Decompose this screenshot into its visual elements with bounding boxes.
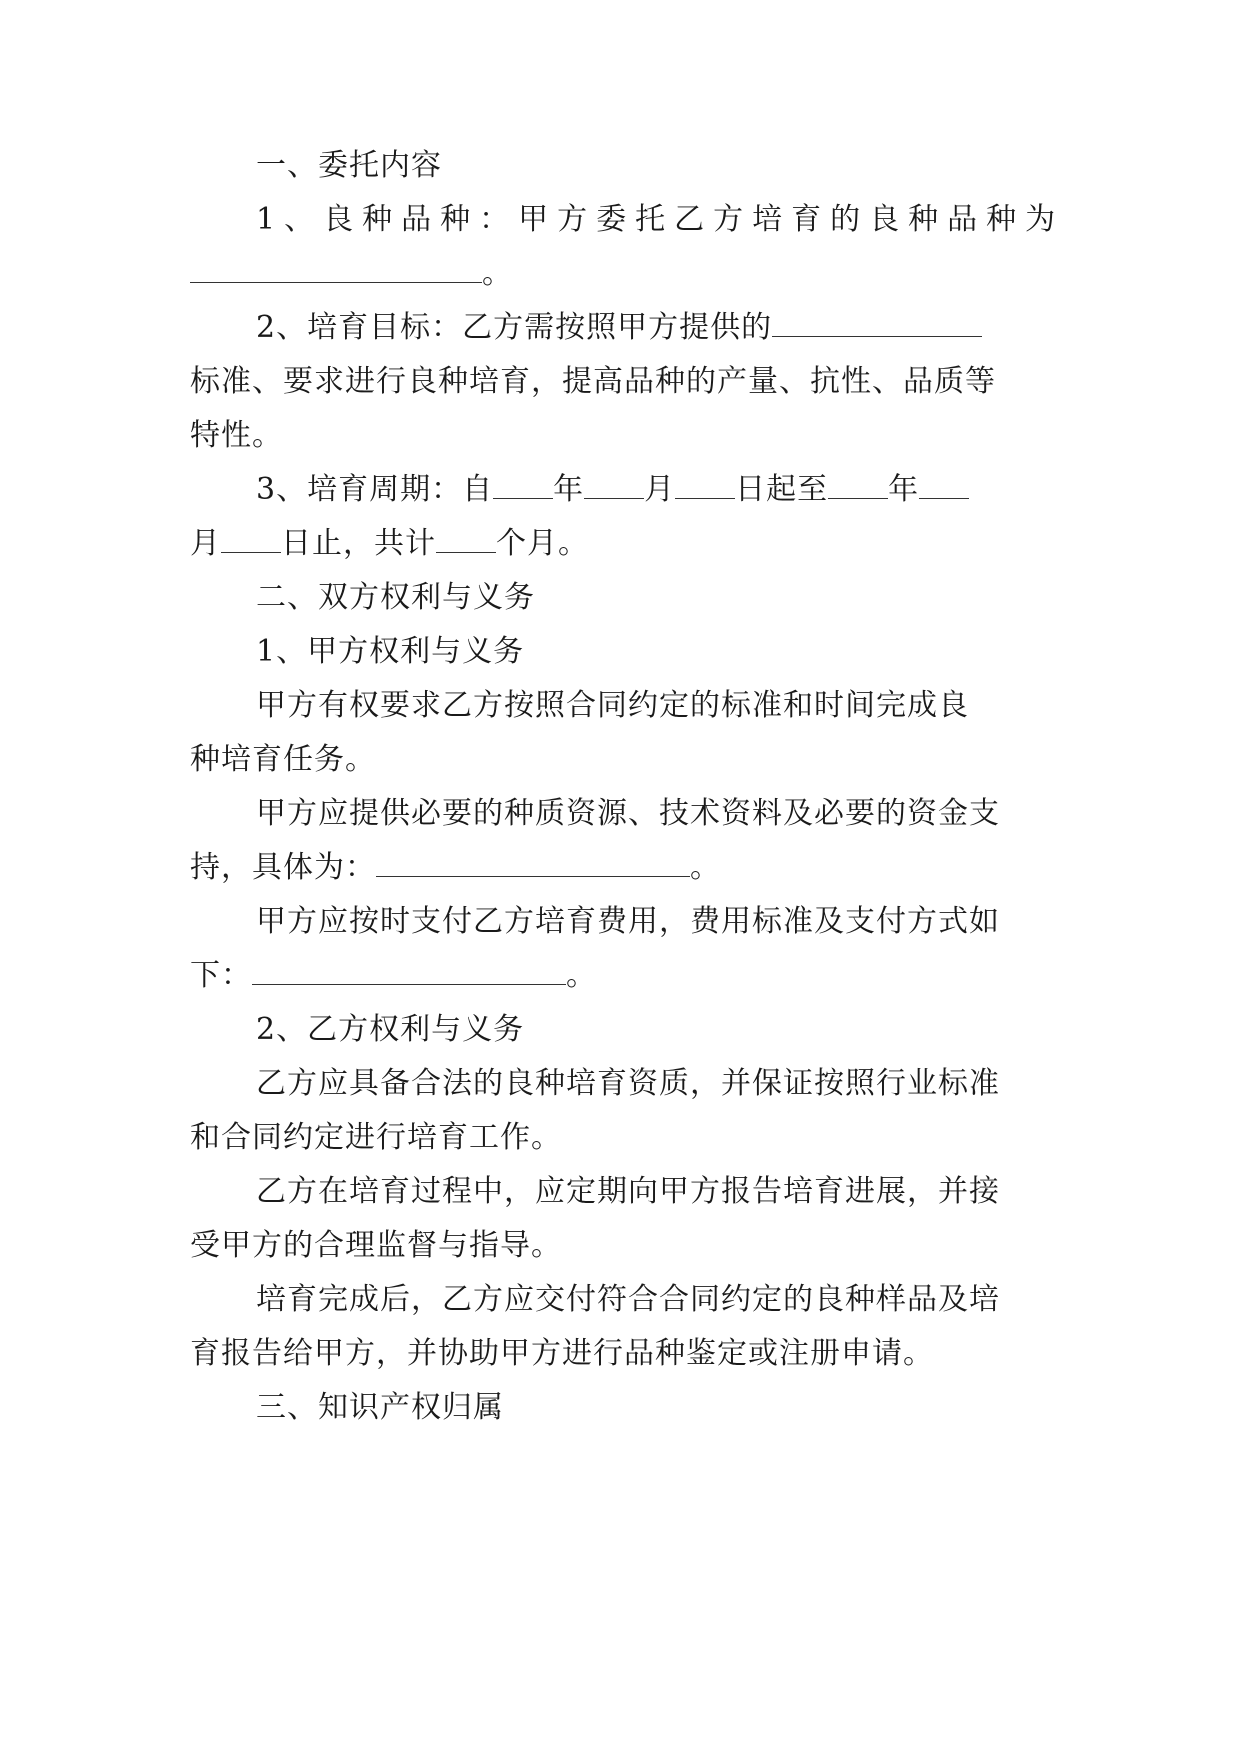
party-b-p1-text-1: 乙方应具备合法的良种培育资质，并保证按照行业标准 (256, 1066, 1000, 1101)
party-b-subheading (256, 1008, 1050, 1052)
end-day-blank[interactable] (221, 524, 281, 553)
section-3-heading-text: 三、知识产权归属 (256, 1390, 504, 1425)
party-a-p1-line-2 (190, 738, 1050, 782)
start-month-label: 月 (644, 472, 676, 507)
start-day-blank[interactable] (675, 470, 735, 499)
item-1-text: 1、良种品种：甲方委托乙方培育的良种品种为 (256, 202, 1065, 237)
end-month-blank[interactable] (919, 470, 969, 499)
party-b-p2-text-2: 受甲方的合理监督与指导。 (190, 1228, 562, 1263)
section-2-heading-text: 二、双方权利与义务 (256, 580, 535, 615)
item-2-line-1 (256, 306, 1050, 350)
duration-blank[interactable] (436, 524, 496, 553)
item-1-end: 。 (482, 256, 513, 291)
party-a-subheading-text: 1、甲方权利与义务 (256, 634, 525, 669)
end-month-label: 月 (190, 526, 221, 561)
party-b-p1-text-2: 和合同约定进行培育工作。 (190, 1120, 562, 1155)
party-a-p1-line-1 (256, 684, 1050, 728)
party-a-p3-text-1: 甲方应按时支付乙方培育费用，费用标准及支付方式如 (256, 904, 1000, 939)
section-1-heading-text: 一、委托内容 (256, 148, 442, 183)
payment-blank[interactable] (252, 956, 566, 985)
party-b-p2-text-1: 乙方在培育过程中，应定期向甲方报告培育进展，并接 (256, 1174, 1000, 1209)
party-b-p2-line-2 (190, 1224, 1050, 1268)
party-a-p2-end: 。 (690, 850, 721, 885)
party-b-p3-text-2: 育报告给甲方，并协助甲方进行品种鉴定或注册申请。 (190, 1336, 934, 1371)
start-month-blank[interactable] (584, 470, 644, 499)
item-3-line-2 (190, 522, 1050, 566)
end-day-label: 日止，共计 (281, 526, 436, 561)
resources-blank[interactable] (376, 848, 690, 877)
variety-blank[interactable] (190, 254, 482, 283)
party-b-p1-line-1 (256, 1062, 1050, 1106)
party-b-p3-text-1: 培育完成后，乙方应交付符合合同约定的良种样品及培 (256, 1282, 1000, 1317)
party-b-p3-line-1 (256, 1278, 1050, 1322)
item-2-line-2-text: 标准、要求进行良种培育，提高品种的产量、抗性、品质等 (190, 364, 996, 399)
standard-blank[interactable] (772, 308, 982, 337)
party-a-subheading (256, 630, 1050, 674)
end-year-label: 年 (888, 472, 920, 507)
party-a-p3-end: 。 (566, 958, 597, 993)
party-a-p1-text-2: 种培育任务。 (190, 742, 376, 777)
party-b-p3-line-2 (190, 1332, 1050, 1376)
item-2-line-3 (190, 414, 1050, 458)
item-2-line-3-text: 特性。 (190, 418, 283, 453)
start-day-label: 日起至 (735, 472, 829, 507)
item-2-line-2 (190, 360, 1050, 404)
section-2-heading (256, 576, 1050, 620)
party-a-p2-line-2 (190, 846, 1050, 890)
start-year-blank[interactable] (493, 470, 553, 499)
item-1-line-1 (256, 198, 1065, 242)
start-year-label: 年 (553, 472, 585, 507)
section-1-heading (256, 144, 1050, 188)
party-a-p3-text-2: 下： (190, 958, 252, 993)
party-a-p3-line-1 (256, 900, 1050, 944)
party-a-p3-line-2 (190, 954, 1050, 998)
item-1-line-2 (190, 252, 1050, 296)
end-year-blank[interactable] (828, 470, 888, 499)
party-b-p1-line-2 (190, 1116, 1050, 1160)
section-3-heading (256, 1386, 1050, 1430)
party-a-p2-text-1: 甲方应提供必要的种质资源、技术资料及必要的资金支 (256, 796, 1000, 831)
item-3-line-1 (256, 468, 1050, 512)
party-a-p2-text-2: 持，具体为： (190, 850, 376, 885)
party-a-p1-text-1: 甲方有权要求乙方按照合同约定的标准和时间完成良 (256, 688, 969, 723)
party-b-p2-line-1 (256, 1170, 1050, 1214)
item-2-text: 2、培育目标：乙方需按照甲方提供的 (256, 310, 773, 345)
party-b-subheading-text: 2、乙方权利与义务 (256, 1012, 525, 1047)
party-a-p2-line-1 (256, 792, 1050, 836)
duration-label: 个月。 (496, 526, 589, 561)
item-3-from-label: 3、培育周期：自 (256, 472, 494, 507)
